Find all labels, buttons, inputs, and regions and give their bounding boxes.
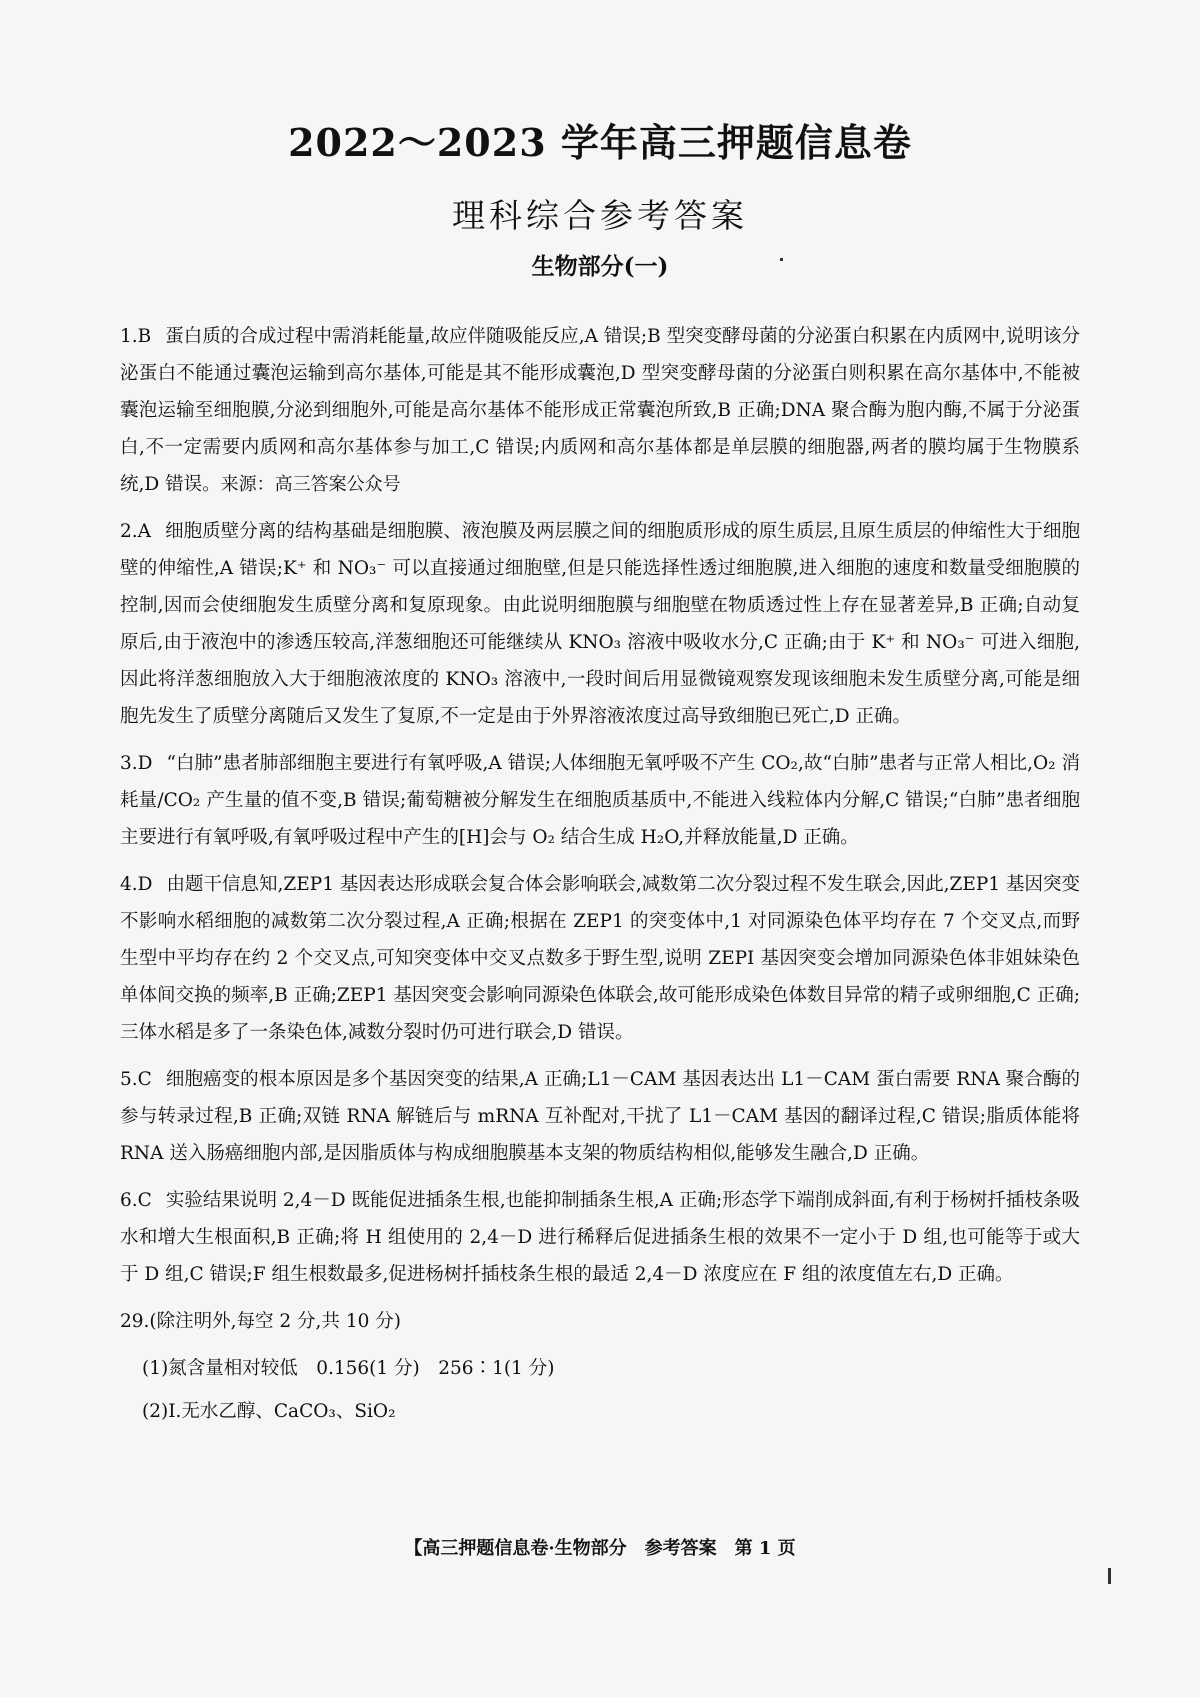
explanation-text: 细胞质壁分离的结构基础是细胞膜、液泡膜及两层膜之间的细胞质形成的原生质层,且原生质层的伸缩性大于细胞壁的伸缩性,A 错误;K⁺ 和 NO₃⁻ 可以直接通过细胞壁,但是只能选择性透过细胞膜,进入细胞的速度和数量受细胞膜的控制,因而会使细胞发生质壁分离和复原现象。由此说明细胞膜与细胞壁在物质透过性上存在显著差异,B 正确;自动复原后,由于液泡中的渗透压较高,洋葱细胞还可能继续从 KNO₃ 溶液中吸收水分,C 正确;由于 K⁺ 和 NO₃⁻ 可进入细胞,因此将洋葱细胞放入大于细胞液浓度的 KNO₃ 溶液中,一段时间后用显微镜观察发现该细胞未发生质壁分离,可能是细胞先发生了质壁分离随后又发生了复原,不一定是由于外界溶液浓度过高导致细胞已死亡,D 正确。 — [120, 521, 1080, 727]
explanation-text: 细胞癌变的根本原因是多个基因突变的结果,A 正确;L1－CAM 基因表达出 L1－CAM 蛋白需要 RNA 聚合酶的参与转录过程,B 正确;双链 RNA 解链后与 mRNA 互补配对,干扰了 L1－CAM 基因的翻译过程,C 错误;脂质体能将 RNA 送入肠癌细胞内部,是因脂质体与构成细胞膜基本支架的物质结构相似,能够发生融合,D 正确。 — [120, 1069, 1080, 1164]
explanation-text: 由题干信息知,ZEP1 基因表达形成联会复合体会影响联会,减数第二次分裂过程不发生联会,因此,ZEP1 基因突变不影响水稻细胞的减数第二次分裂过程,A 正确;根据在 ZEP1 的突变体中,1 对同源染色体平均存在 7 个交叉点,而野生型中平均存在约 2 个交叉点,可知突变体中交叉点数多于野生型,说明 ZEPI 基因突变会增加同源染色体非姐妹染色单体间交换的频率,B 正确;ZEP1 基因突变会影响同源染色体联会,故可能形成染色体数目异常的精子或卵细胞,C 正确;三体水稻是多了一条染色体,减数分裂时仍可进行联会,D 错误。 — [120, 874, 1080, 1043]
question-29-part-1: (1)氮含量相对较低 0.156(1 分) 256∶1(1 分) — [142, 1358, 555, 1379]
question-2 — [120, 513, 1080, 735]
explanation-text: “白肺”患者肺部细胞主要进行有氧呼吸,A 错误;人体细胞无氧呼吸不产生 CO₂,故“白肺”患者与正常人相比,O₂ 消耗量/CO₂ 产生量的值不变,B 错误;葡萄糖被分解发生在细胞质基质中,不能进入线粒体内分解,C 错误;“白肺”患者细胞主要进行有氧呼吸,有氧呼吸过程中产生的[H]会与 O₂ 结合生成 H₂O,并释放能量,D 正确。 — [120, 753, 1080, 848]
page-footer: 【高三押题信息卷·生物部分 参考答案 第 1 页 — [404, 1538, 796, 1559]
scan-mark — [1108, 1568, 1111, 1584]
explanation-text: 蛋白质的合成过程中需消耗能量,故应伴随吸能反应,A 错误;B 型突变酵母菌的分泌蛋白积累在内质网中,说明该分泌蛋白不能通过囊泡运输到高尔基体,可能是其不能形成囊泡,D 型突变酵母菌的分泌蛋白则积累在高尔基体中,不能被囊泡运输至细胞膜,分泌到细胞外,可能是高尔基体不能形成正常囊泡所致,B 正确;DNA 聚合酶为胞内酶,不属于分泌蛋白,不一定需要内质网和高尔基体参与加工,C 错误;内质网和高尔基体都是单层膜的细胞器,两者的膜均属于生物膜系统,D 错误。 — [120, 326, 1080, 495]
answer-choice: B — [137, 326, 152, 347]
source-note: 来源：高三答案公众号 — [220, 474, 401, 495]
answer-choice: D — [137, 753, 153, 774]
page-subtitle: 理科综合参考答案 — [452, 196, 748, 235]
explanation-text: 实验结果说明 2,4－D 既能促进插条生根,也能抑制插条生根,A 正确;形态学下端削成斜面,有利于杨树扦插枝条吸水和增大生根面积,B 正确;将 H 组使用的 2,4－D 进行稀释后促进插条生根的效果不一定小于 D 组,也可能等于或大于 D 组,C 错误;F 组生根数最多,促进杨树扦插枝条生根的最适 2,4－D 浓度应在 F 组的浓度值左右,D 正确。 — [120, 1190, 1080, 1285]
question-3 — [120, 745, 1080, 856]
answer-choice: C — [137, 1190, 152, 1211]
answer-choice: D — [137, 874, 153, 895]
question-number: 4. — [120, 874, 138, 895]
question-5 — [120, 1061, 1080, 1172]
answer-choice: A — [137, 521, 152, 542]
question-number: 6. — [120, 1190, 138, 1211]
scan-dot — [780, 258, 783, 261]
section-heading: 生物部分(一) — [531, 253, 669, 280]
question-6 — [120, 1182, 1080, 1293]
question-number: 2. — [120, 521, 138, 542]
question-number: 5. — [120, 1069, 138, 1090]
answer-choice: C — [137, 1069, 152, 1090]
question-1 — [120, 318, 1080, 503]
question-number: 1. — [120, 326, 138, 347]
question-29-heading: 29.(除注明外,每空 2 分,共 10 分) — [120, 1311, 401, 1332]
question-4 — [120, 866, 1080, 1051]
page-title: 2022～2023 学年高三押题信息卷 — [288, 120, 912, 165]
question-number: 3. — [120, 753, 138, 774]
question-29-part-2: (2)Ⅰ.无水乙醇、CaCO₃、SiO₂ — [142, 1401, 396, 1422]
answers-body — [120, 318, 1080, 1436]
